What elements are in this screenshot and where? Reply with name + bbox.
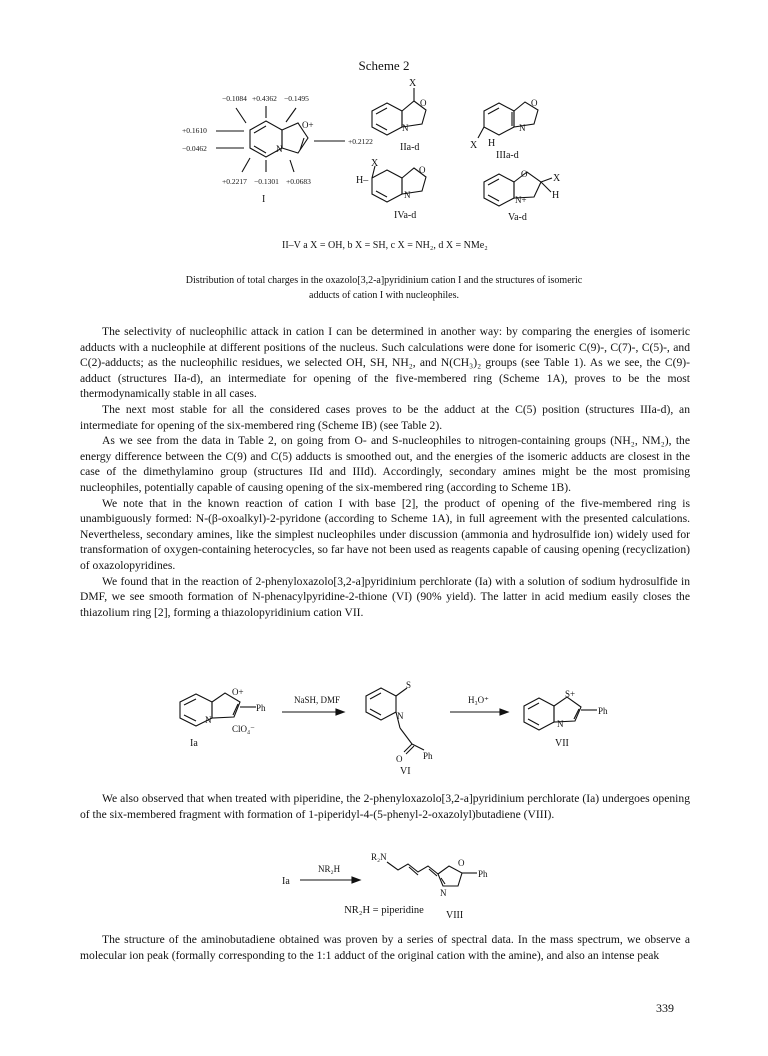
adduct-IIIa-d-structure (478, 102, 538, 138)
atom-s: S (406, 680, 412, 690)
label-VIII: VIII (446, 910, 464, 921)
paragraph: The structure of the aminobutadiene obtained was proven by a series of spectral data. In the mass spectrum, we observe a molecular ion peak (formally corresponding to the 1:1 adduct of the original cation with the amine), and also an intense peak (80, 933, 690, 962)
atom-o: O (521, 169, 528, 179)
phenyl-label: Ph (423, 751, 433, 761)
phenyl-label: Ph (598, 706, 608, 716)
label-Ia: Ia (190, 738, 198, 749)
atom-n: N (402, 123, 409, 133)
reagent-nash-dmf: NaSH, DMF (294, 695, 341, 705)
paragraph: We found that in the reaction of 2-phenyloxazolo[3,2-a]pyridinium perchlorate (Ia) with a solution of sodium hydrosulfide in DMF, we see smooth formation of N-phenacylpyridine-2-thione (VI) (90% yield). The latter in acid medium easily closes the thiazolium ring [2], forming a thiazolopyridinium cation VII. (80, 574, 690, 619)
charge-c7: +0.2217 (222, 177, 247, 186)
charge-c1: −0.1084 (222, 94, 247, 103)
page-number: 339 (656, 1001, 674, 1015)
scheme-caption: Distribution of total charges in the oxazolo[3,2-a]pyridinium cation I and the structures of isomeric adducts of cation I with nucleophiles. (185, 275, 583, 301)
cation-I-structure (216, 106, 345, 172)
reaction-arrow-3-head (352, 877, 360, 883)
piperidine-note: NR₂H = piperidine (344, 905, 424, 916)
phenyl-label: Ph (478, 869, 488, 879)
atom-h: H (488, 138, 496, 149)
atom-h: H– (356, 175, 369, 186)
label-I: I (262, 194, 266, 205)
atom-n-plus: N+ (515, 195, 527, 205)
body-text-top (80, 324, 690, 620)
substituent-definition: II–V a X = OH, b X = SH, c X = NH₂, d X = NMe₂ (282, 240, 488, 251)
label-IIIa-d: IIIa-d (496, 150, 519, 161)
label-IIa-d: IIa-d (400, 142, 420, 153)
atom-n: N (440, 888, 447, 898)
paragraph: The next most stable for all the considered cases proves to be the adduct at the C(5) position (structures IIIa-d), an intermediate for opening of the six-membered ring (Scheme IB) (see Table 2). (80, 402, 690, 432)
reaction-arrow-2-head (500, 709, 508, 715)
atom-n: N (557, 719, 564, 729)
label-Va-d: Va-d (508, 212, 527, 223)
charge-c8: −0.1301 (254, 177, 279, 186)
charge-c6: +0.2122 (348, 137, 373, 146)
atom-n: N (205, 715, 212, 725)
paragraph: We note that in the known reaction of cation I with base [2], the product of opening of the five-membered ring is unambiguously formed: N-(β-oxoalkyl)-2-pyridone (according to Scheme 1A), in full agreement with the presented calculations. Nevertheless, secondary amines, like the simplest nucleophiles under discussion (ammonia and hydrosulfide ion) widely used for transformation of oxygen-containing heterocycles, so far have not been used as reagents capable of causing opening (recyclization) of oxazolopyridines. (80, 496, 690, 572)
charge-c2: +0.4362 (252, 94, 277, 103)
atom-o: O (531, 98, 538, 108)
atom-x: X (371, 158, 379, 169)
body-text-bottom (80, 932, 690, 963)
charge-c3: −0.1495 (284, 94, 309, 103)
charge-c5: −0.0462 (182, 144, 207, 153)
paragraph: The selectivity of nucleophilic attack in cation I can be determined in another way: by comparing the energies of isomeric adducts with a nucleophile at different positions of the nucleus. Such calculations were done for isomeric C(9)-, C(7)-, C(5)-, and C(2)-adducts; as the nucleophilic residues, we selected OH, SH, NH₂, and N(CH₃)₂ groups (see Table 1). As we see, the C(9)-adduct (structures IIa-d), an intermediate for opening of the five-membered ring (Scheme 1A), proves to be the most thermodynamically stable in all cases. (80, 325, 690, 401)
body-text-middle (80, 791, 690, 822)
reaction-arrow-1-head (336, 709, 344, 715)
paragraph: As we see from the data in Table 2, on going from O- and S-nucleophiles to nitrogen-containing groups (NH₂, NM₂), the energy difference between the C(9) and C(5) adducts is smoothed out, and the energies of the isomeric adducts are closest in the case of the dimethylamino group (structures IId and IIId). Accordingly, secondary amines might be the most promising nucleophiles, potentially capable of causing opening of the six-membered ring (according to Scheme 1B). (80, 434, 690, 494)
adduct-IVa-d-structure (372, 166, 426, 202)
charge-c4: +0.1610 (182, 126, 207, 135)
atom-o-plus: O+ (232, 687, 244, 697)
paragraph: We also observed that when treated with piperidine, the 2-phenyloxazolo[3,2-a]pyridinium perchlorate (Ia) undergoes opening of the six-membered fragment with formation of 1-piperidyl-4-(5-phenyl-2-oxazolyl)butadiene (VIII). (80, 792, 690, 821)
label-IVa-d: IVa-d (394, 210, 417, 221)
scheme-title: Scheme 2 (358, 58, 410, 73)
label-Ia-start: Ia (282, 876, 290, 887)
atom-s-plus: S+ (565, 689, 576, 699)
r2n-label: R₂N (371, 852, 387, 862)
atom-x: X (553, 173, 561, 184)
atom-x: X (470, 140, 478, 151)
compound-Ia-structure (180, 693, 256, 726)
atom-o-plus: O+ (302, 120, 314, 130)
reagent-h3o: H₃O⁺ (468, 695, 489, 705)
atom-o: O (396, 754, 403, 764)
atom-o: O (458, 858, 465, 868)
atom-x: X (409, 78, 417, 89)
charge-c9: +0.0683 (286, 177, 311, 186)
compound-VI-structure (366, 688, 424, 754)
atom-n: N (404, 190, 411, 200)
atom-n: N (519, 123, 526, 133)
adduct-IIa-d-structure (372, 88, 426, 135)
label-VII: VII (555, 738, 569, 749)
atom-n: N (276, 144, 283, 154)
reagent-nr2h: NR₂H (318, 864, 341, 874)
phenyl-label: Ph (256, 703, 266, 713)
atom-o: O (420, 98, 427, 108)
atom-n: N (397, 711, 404, 721)
atom-h: H (552, 190, 560, 201)
perchlorate-label: ClO₄⁻ (232, 724, 255, 734)
label-VI: VI (400, 766, 411, 777)
atom-o: O (419, 165, 426, 175)
